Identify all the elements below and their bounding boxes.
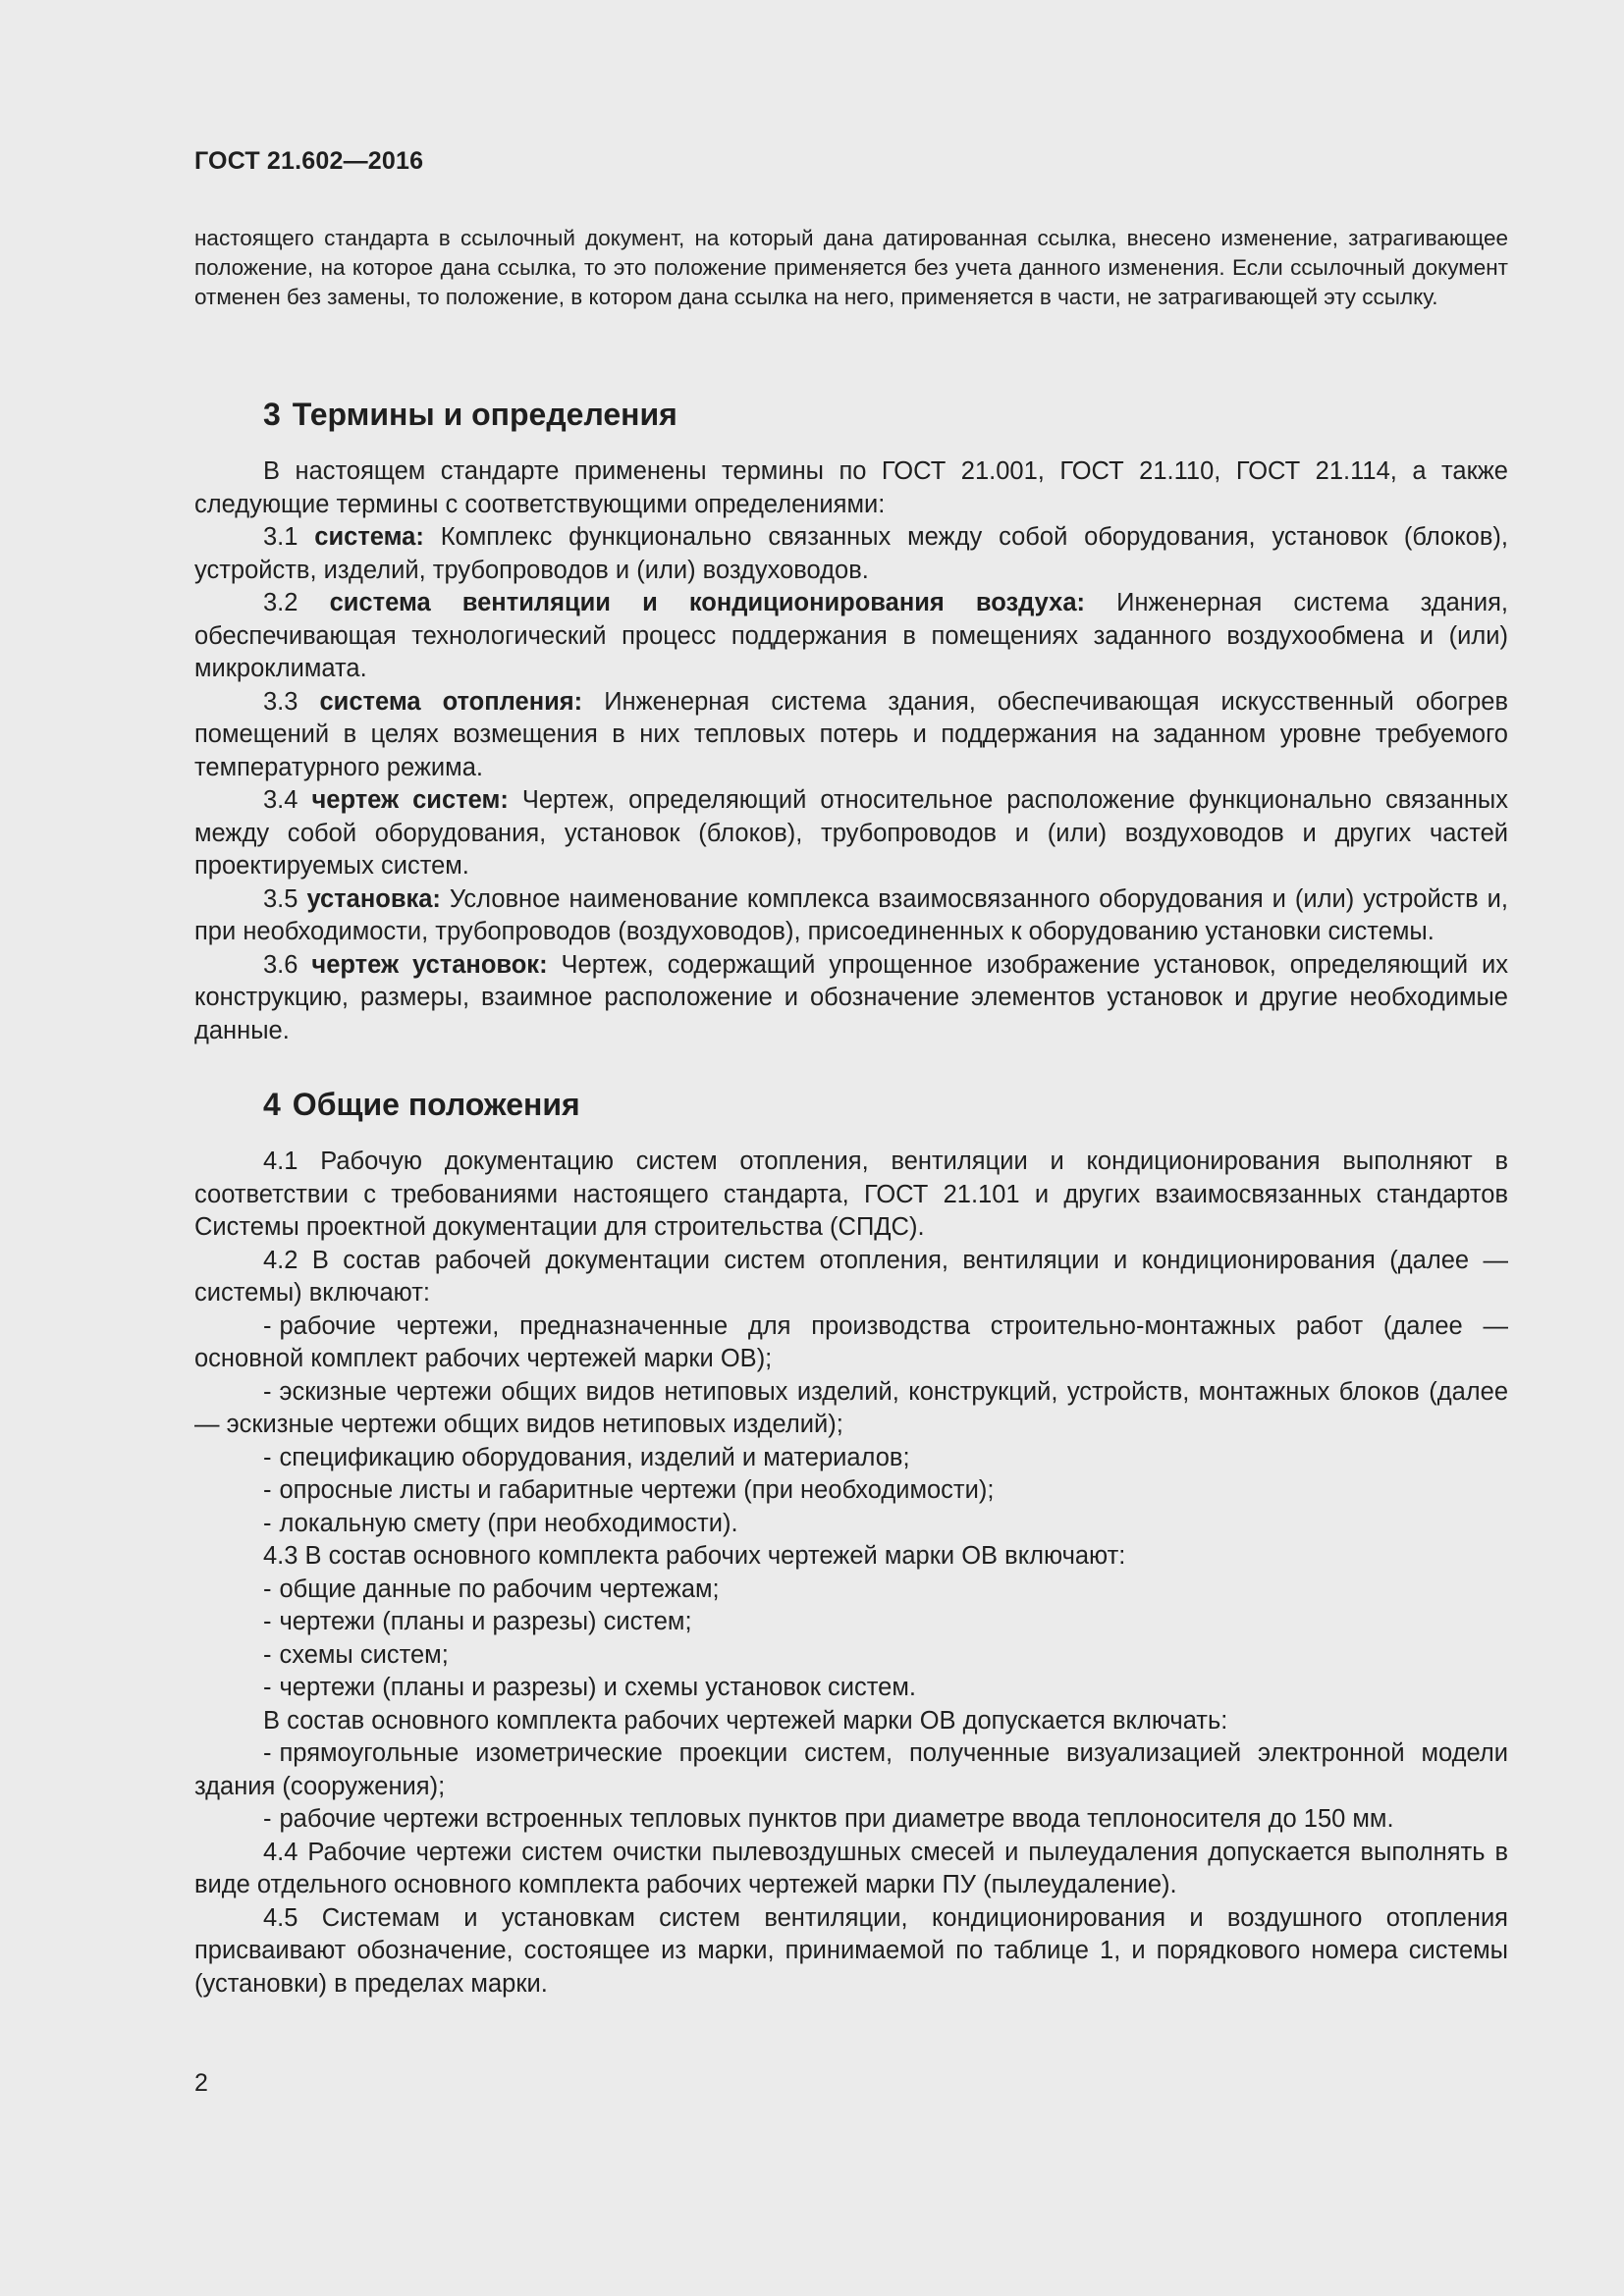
term-definition: Инженерная система здания, обеспечивающая технологический процесс поддержания в помещениях заданного воздухообмена и (или) микроклимата. xyxy=(194,589,1508,682)
list-item-text: эскизные чертежи общих видов нетиповых изделий, конструкций, устройств, монтажных блоков (далее — эскизные чертежи общих видов нетиповых изделий); xyxy=(194,1377,1508,1438)
list-item: - спецификацию оборудования, изделий и материалов; xyxy=(263,1443,910,1471)
paragraph-4-5: 4.5 Системам и установкам систем вентиляции, кондиционирования и воздушного отопления присваивают обозначение, состоящее из марки, принимаемой по таблице 1, и порядкового номера системы (установки) в пределах марки. xyxy=(194,1903,1508,1998)
document-body xyxy=(194,395,1508,2001)
list-item-text: рабочие чертежи встроенных тепловых пунктов при диаметре ввода теплоносителя до 150 мм. xyxy=(279,1805,1394,1833)
paragraph-4-3: 4.3 В состав основного комплекта рабочих чертежей марки ОВ включают: xyxy=(263,1542,1126,1570)
paragraph-4-2: 4.2 В состав рабочей документации систем отопления, вентиляции и кондиционирования (далее — системы) включают: xyxy=(194,1246,1508,1307)
term-definition: Чертеж, содержащий упрощенное изображение установок, определяющий их конструкцию, размеры, взаимное расположение и обозначение элементов установок и другие необходимые данные. xyxy=(194,950,1509,1044)
term-definition: Комплекс функционально связанных между собой оборудования, установок (блоков), устройств, изделий, трубопроводов и (или) воздуховодов. xyxy=(194,523,1508,584)
term-3-2 xyxy=(194,587,1508,686)
list-item: - рабочие чертежи, предназначенные для производства строительно-монтажных работ (далее — основной комплект рабочих чертежей марки ОВ); xyxy=(194,1311,1508,1372)
list-item: - локальную смету (при необходимости). xyxy=(263,1509,738,1537)
list-item-text: прямоугольные изометрические проекции систем, полученные визуализацией электронной модели здания (сооружения); xyxy=(194,1739,1508,1800)
list-item-text: схемы систем; xyxy=(279,1640,449,1669)
term-3-4 xyxy=(194,784,1508,883)
list-item: - схемы систем; xyxy=(263,1640,449,1669)
page-number: 2 xyxy=(194,2069,208,2097)
term-3-6 xyxy=(194,949,1508,1048)
section-3-number: 3 xyxy=(263,397,281,432)
list-item: - чертежи (планы и разрезы) и схемы установок систем. xyxy=(263,1674,916,1701)
list-item: - чертежи (планы и разрезы) систем; xyxy=(263,1608,692,1635)
term-number: 3.2 xyxy=(263,589,298,616)
list-item-text: общие данные по рабочим чертежам; xyxy=(279,1575,720,1603)
list-item: - прямоугольные изометрические проекции систем, полученные визуализацией электронной модели здания (сооружения); xyxy=(194,1739,1508,1800)
section-3-heading xyxy=(194,395,1508,434)
term-name: система вентиляции и кондиционирования воздуха: xyxy=(329,589,1086,616)
term-name: чертеж систем: xyxy=(311,786,509,814)
term-name: установка: xyxy=(306,884,441,913)
list-item-text: локальную смету (при необходимости). xyxy=(279,1509,738,1537)
term-number: 3.6 xyxy=(263,950,298,979)
paragraph-4-3-additional: В состав основного комплекта рабочих чертежей марки ОВ допускается включать: xyxy=(263,1706,1228,1735)
term-number: 3.3 xyxy=(263,687,298,716)
list-item-text: чертежи (планы и разрезы) и схемы установок систем. xyxy=(279,1674,916,1701)
term-number: 3.5 xyxy=(263,884,298,913)
list-item-text: спецификацию оборудования, изделий и материалов; xyxy=(279,1443,910,1471)
term-3-1 xyxy=(194,521,1508,587)
intro-paragraph: настоящего стандарта в ссылочный документ, на который дана датированная ссылка, внесено изменение, затрагивающее положение, на которое дана ссылка, то это положение применяется без учета данного изменения. Если ссылочный документ отменен без замены, то положение, в котором дана ссылка на него, применяется в части, не затрагивающей эту ссылку. xyxy=(194,226,1508,309)
section-4-heading xyxy=(194,1085,1508,1124)
list-item: - опросные листы и габаритные чертежи (при необходимости); xyxy=(263,1476,995,1504)
term-name: система отопления: xyxy=(319,687,583,716)
list-item: - эскизные чертежи общих видов нетиповых изделий, конструкций, устройств, монтажных блоков (далее — эскизные чертежи общих видов нетиповых изделий); xyxy=(194,1377,1508,1438)
paragraph-4-1: 4.1 Рабочую документацию систем отопления, вентиляции и кондиционирования выполняют в соответствии с требованиями настоящего стандарта, ГОСТ 21.101 и других взаимосвязанных стандартов Системы проектной документации для строительства (СПДС). xyxy=(194,1148,1508,1241)
term-3-5 xyxy=(194,883,1508,949)
section-4-title: Общие положения xyxy=(292,1087,580,1122)
term-number: 3.1 xyxy=(263,523,298,551)
term-definition: Условное наименование комплекса взаимосвязанного оборудования и (или) устройств и, при необходимости, трубопроводов (воздуховодов), присоединенных к оборудованию установки системы. xyxy=(194,884,1508,945)
term-3-3 xyxy=(194,686,1508,785)
standard-header: ГОСТ 21.602—2016 xyxy=(194,147,424,175)
list-item: - рабочие чертежи встроенных тепловых пунктов при диаметре ввода теплоносителя до 150 мм. xyxy=(263,1805,1394,1833)
term-definition: Инженерная система здания, обеспечивающая искусственный обогрев помещений в целях возмещения в них тепловых потерь и поддержания на заданном уровне требуемого температурного режима. xyxy=(194,687,1508,781)
term-name: чертеж установок: xyxy=(311,950,548,979)
list-item-text: опросные листы и габаритные чертежи (при необходимости); xyxy=(279,1476,995,1504)
paragraph-4-4: 4.4 Рабочие чертежи систем очистки пылевоздушных смесей и пылеудаления допускается выполнять в виде отдельного основного комплекта рабочих чертежей марки ПУ (пылеудаление). xyxy=(194,1838,1508,1898)
term-number: 3.4 xyxy=(263,786,298,814)
section-4-number: 4 xyxy=(263,1087,281,1122)
list-item: - общие данные по рабочим чертежам; xyxy=(263,1575,720,1603)
list-item-text: чертежи (планы и разрезы) систем; xyxy=(279,1608,692,1635)
section-3-title: Термины и определения xyxy=(292,397,677,432)
section-3-lead: В настоящем стандарте применены термины по ГОСТ 21.001, ГОСТ 21.110, ГОСТ 21.114, а также следующие термины с соответствующими определениями: xyxy=(194,457,1508,518)
list-item-text: рабочие чертежи, предназначенные для производства строительно-монтажных работ (далее — основной комплект рабочих чертежей марки ОВ); xyxy=(194,1311,1508,1372)
term-definition: Чертеж, определяющий относительное расположение функционально связанных между собой оборудования, установок (блоков), трубопроводов и (или) воздуховодов и других частей проектируемых систем. xyxy=(194,786,1508,880)
term-name: система: xyxy=(314,523,424,551)
